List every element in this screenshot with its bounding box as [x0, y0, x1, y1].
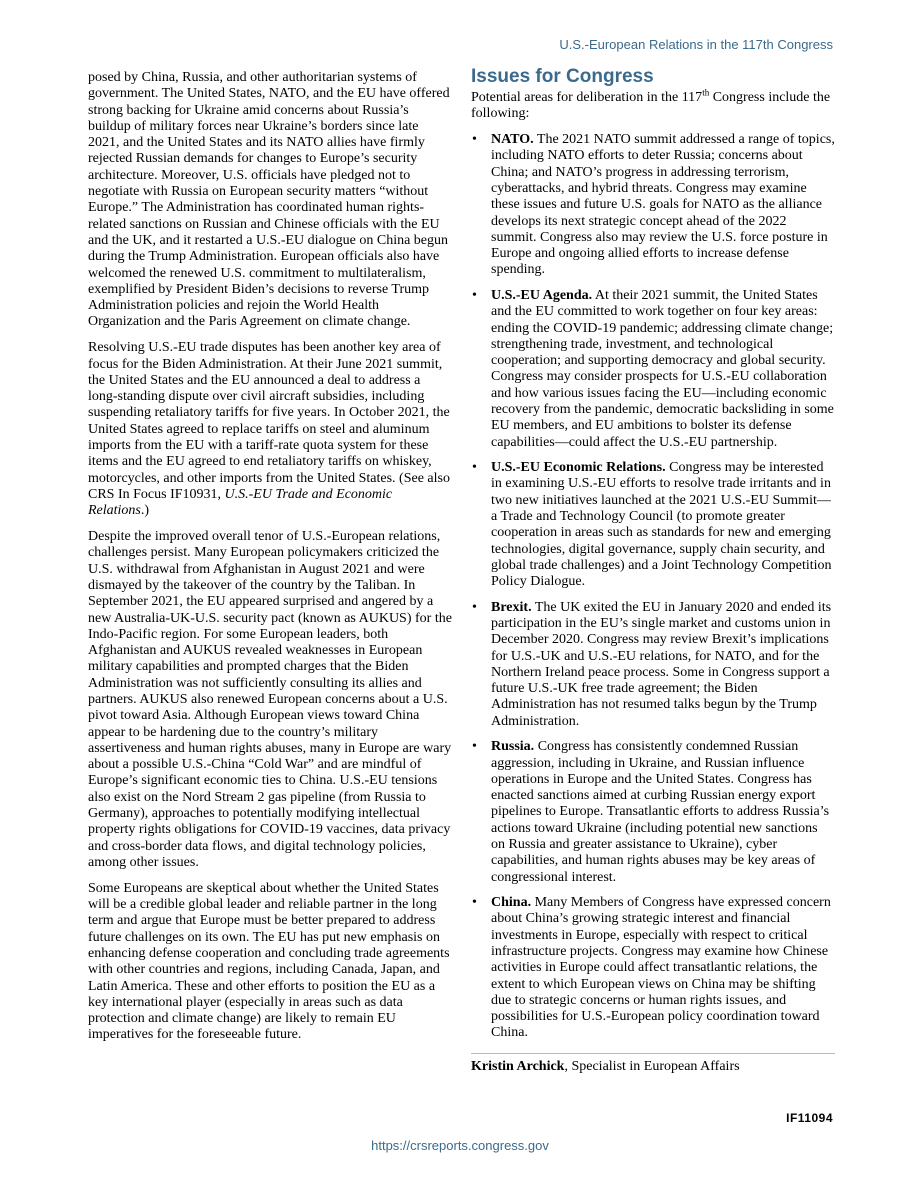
- left-column: [88, 70, 452, 1053]
- paragraph-2-text: Resolving U.S.-EU trade disputes has been another key area of focus for the Biden Administration. At their June 2021 summit, the United States and the EU announced a deal to address a long-standing dispute over civil aircraft subsidies, including suspending retaliatory tariffs for five years. In October 2021, the United States agreed to replace tariffs on steel and aluminum imports from the EU with a tariff-rate quota system for these items and the EU agreed to end retaliatory tariffs on whiskey, motorcycles, and other imports from the United States. (See also CRS In Focus IF10931,: [88, 340, 450, 502]
- issue-text: Congress has consistently condemned Russian aggression, including in Ukraine, and Russian influence operations in Europe and the United States. Congress has enacted sanctions aimed at curbing Russian energy export pipelines to Europe. Transatlantic efforts to address Russia’s actions toward Ukraine (including potential new sanctions on Russia and greater assistance to Ukraine), cyber capabilities, and human rights abuses may be key areas of congressional interest.: [491, 739, 830, 885]
- paragraph-3: Despite the improved overall tenor of U.S.-European relations, challenges persist. Many European policymakers criticized the U.S. withdrawal from Afghanistan in August 2021 and were dismayed by the takeover of the country by the Taliban. In September 2021, the EU appeared surprised and angered by a new Australia-UK-U.S. security pact (known as AUKUS) for the Indo-Pacific region. For some European leaders, both Afghanistan and AUKUS revealed weaknesses in European military capabilities and prompted charges that the Biden Administration was not sufficiently consulting its allies and partners. AUKUS also renewed European concerns about a U.S. pivot toward Asia. Although European views toward China appear to be hardening due to the country’s military assertiveness and human rights abuses, many in Europe are wary about a possible U.S.-China “Cold War” and are mindful of Europe’s significant economic ties to China. U.S.-EU tensions also exist on the Nord Stream 2 gas pipeline (from Russia to Germany), approaches to potentially modifying intellectual property rights obligations for COVID-19 vaccines, data privacy and cross-border data flows, and digital technology policies, among other issues.: [88, 529, 452, 870]
- issue-china: [471, 895, 835, 1042]
- trade-ref-title: U.S.-EU Trade and Economic Relations: [88, 486, 393, 519]
- issues-list: [471, 132, 835, 1042]
- issue-label: Russia.: [491, 739, 535, 755]
- issue-label: Brexit.: [491, 599, 532, 615]
- issue-us-eu-economic-relations: [471, 460, 835, 590]
- paragraph-1: posed by China, Russia, and other authoritarian systems of government. The United States, NATO, and the EU have offered strong backing for Ukraine amid concerns about Russia’s buildup of military forces near Ukraine’s borders since late 2021, and the United States and its NATO allies have firmly rejected Russian demands for changes to Europe’s security architecture. Moreover, U.S. officials have pledged not to negotiate with Russia on European security matters “without Europe.” The Administration has coordinated human rights-related sanctions on Russian and Chinese officials with the EU and the UK, and it restarted a U.S.-EU dialogue on China begun during the Trump Administration. European officials also have welcomed the renewed U.S. commitment to multilateralism, exemplified by President Biden’s decisions to reverse Trump Administration policies and rejoin the World Health Organization and the Paris Agreement on climate change.: [88, 70, 450, 330]
- issue-text: The 2021 NATO summit addressed a range of topics, including NATO efforts to deter Russia; concerns about China; and NATO’s progress in addressing terrorism, cyberattacks, and hybrid threats. Congress may examine these issues and future U.S. goals for NATO as the alliance develops its next strategic concept ahead of the 2022 summit. Congress also may review the U.S. force posture in Europe and ongoing allied efforts to increase defense spending.: [491, 132, 835, 278]
- bullet-icon: •: [472, 287, 477, 303]
- issue-brexit: [471, 600, 835, 730]
- issue-label: China.: [491, 895, 532, 911]
- bullet-icon: •: [472, 132, 477, 148]
- issue-nato: [471, 132, 835, 279]
- trade-ref-close: .): [140, 503, 150, 519]
- issue-russia: [471, 739, 835, 886]
- issue-us-eu-agenda: [471, 288, 835, 451]
- bullet-icon: •: [472, 895, 477, 911]
- intro-after: Congress include the following:: [471, 90, 831, 122]
- author-name: Kristin Archick: [471, 1058, 565, 1074]
- paragraph-4: Some Europeans are skeptical about whether the United States will be a credible global leader and reliable partner in the long term and argue that Europe must be better prepared to address future challenges on its own. The EU has put new emphasis on enhancing defense cooperation and concluding trade agreements with other countries and regions, including Canada, Japan, and Latin America. These and other efforts to position the EU as a key international player (especially in areas such as data protection and climate change) are likely to remain EU imperatives for the foreseeable future.: [88, 880, 450, 1043]
- product-code: IF11094: [786, 1111, 833, 1125]
- intro-superscript: th: [702, 87, 710, 98]
- bullet-icon: •: [472, 739, 477, 755]
- running-header: U.S.-European Relations in the 117th Congress: [559, 37, 833, 52]
- issue-label: U.S.-EU Agenda.: [491, 287, 593, 303]
- issue-text: Many Members of Congress have expressed concern about China’s growing strategic interest and financial investments in Europe, especially with respect to critical infrastructure projects. Congress may examine how Chinese activities in Europe could affect transatlantic relations, the extent to which European views on China may be shifting due to strategic concerns or human rights issues, and possibilities for U.S.-European policy coordination toward China.: [491, 895, 831, 1041]
- section-title: Issues for Congress: [471, 66, 654, 87]
- footer-url[interactable]: https://crsreports.congress.gov: [371, 1138, 549, 1153]
- bullet-icon: •: [472, 599, 477, 615]
- issue-label: NATO.: [491, 132, 534, 148]
- paragraph-2: [88, 340, 452, 519]
- right-column: [471, 66, 835, 1085]
- issue-text: At their 2021 summit, the United States and the EU committed to work together on four key areas: ending the COVID-19 pandemic; addressing climate change; strengthening trade, investment, and technological cooperation; and supporting democracy and global security. Congress may consider prospects for U.S.-EU collaboration and how various issues facing the EU—including economic recovery from the pandemic, democratic backsliding in some EU members, and EU ambitions to bolster its defense capabilities—could affect the U.S.-EU partnership.: [491, 287, 834, 450]
- author-divider: [471, 1053, 835, 1054]
- author-title: , Specialist in European Affairs: [564, 1058, 740, 1074]
- bullet-icon: •: [472, 460, 477, 476]
- intro-text: [471, 87, 835, 123]
- author-line: [471, 1059, 835, 1075]
- issue-text: The UK exited the EU in January 2020 and ended its participation in the EU’s single market and customs union in December 2020. Congress may review Brexit’s implications for U.S.-UK and U.S.-EU relations, for NATO, and for the Northern Ireland peace process. Some in Congress support a future U.S.-UK free trade agreement; the Biden Administration has not resumed talks begun by the Trump Administration.: [491, 599, 832, 729]
- intro-before: Potential areas for deliberation in the 117: [471, 90, 703, 105]
- issue-text: Congress may be interested in examining U.S.-EU efforts to resolve trade irritants and in two new initiatives launched at the 2021 U.S.-EU Summit—a Trade and Technology Council (to promote greater cooperation in areas such as standards for new and emerging technologies, digital governance, supply chain security, and global trade challenges) and a Joint Technology Competition Policy Dialogue.: [491, 460, 832, 590]
- issue-label: U.S.-EU Economic Relations.: [491, 460, 666, 476]
